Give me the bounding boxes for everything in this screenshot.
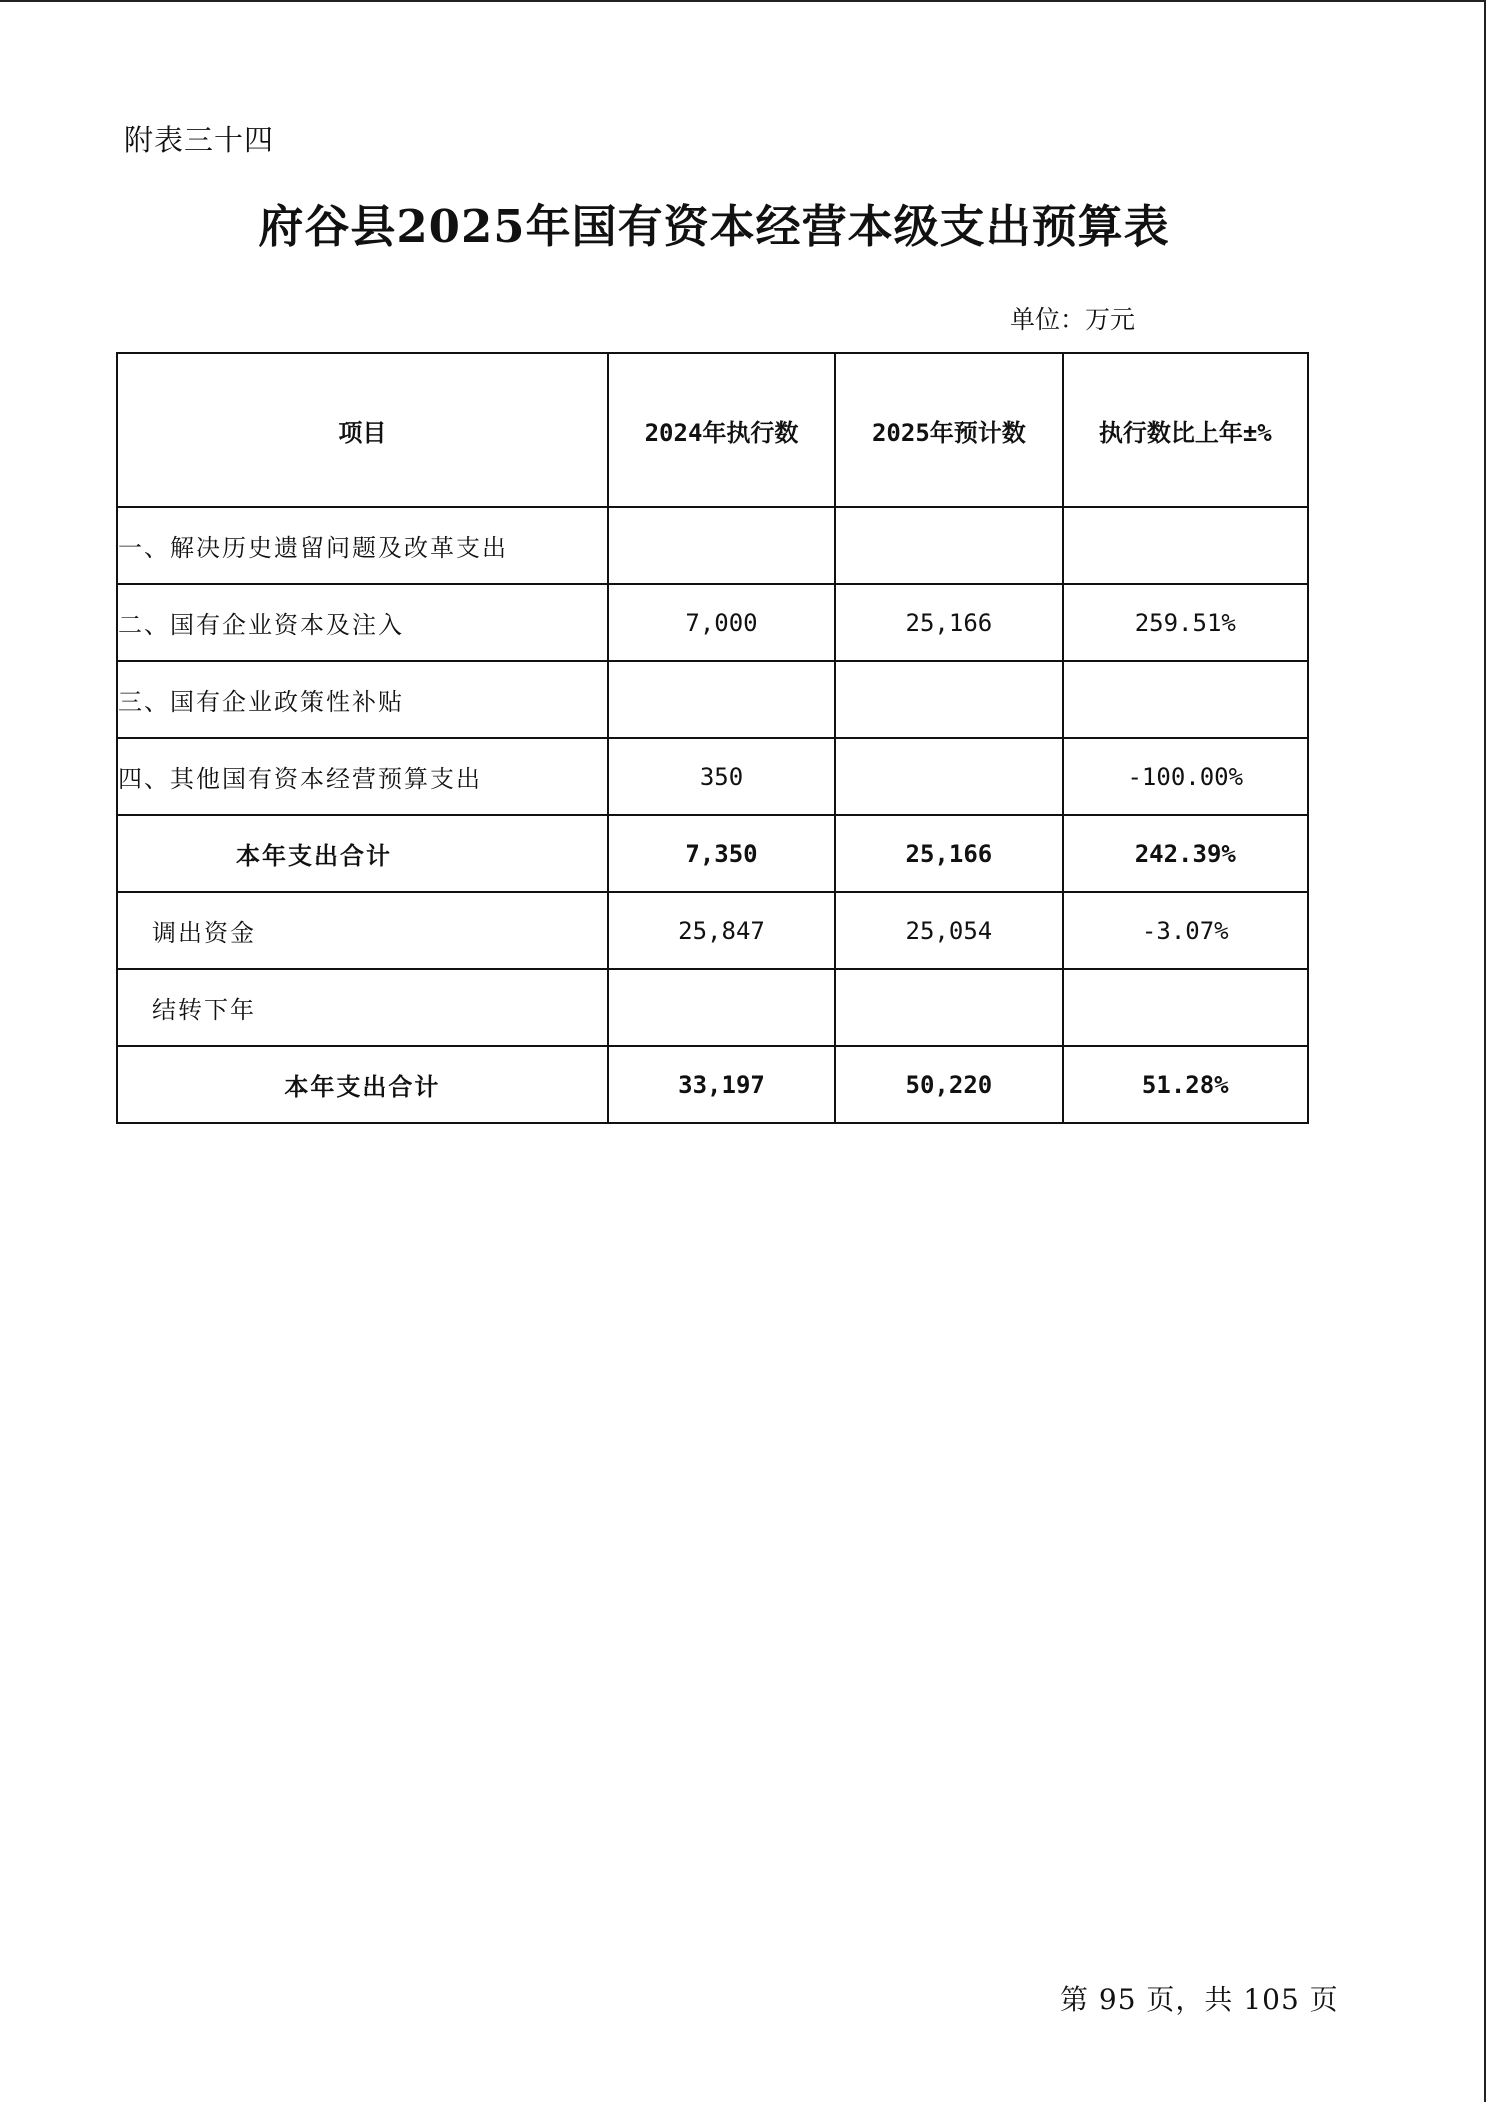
table-row bbox=[117, 584, 1308, 661]
row-estimate-2025: 50,220 bbox=[835, 1046, 1062, 1123]
row-item: 四、其他国有资本经营预算支出 bbox=[117, 738, 608, 815]
annex-label: 附表三十四 bbox=[124, 123, 275, 157]
row-actual-2024 bbox=[608, 969, 835, 1046]
page-title: 府谷县2025年国有资本经营本级支出预算表 bbox=[258, 200, 1170, 253]
row-item: 三、国有企业政策性补贴 bbox=[117, 661, 608, 738]
row-item: 一、解决历史遗留问题及改革支出 bbox=[117, 507, 608, 584]
row-actual-2024: 7,350 bbox=[608, 815, 835, 892]
row-actual-2024: 25,847 bbox=[608, 892, 835, 969]
row-item: 二、国有企业资本及注入 bbox=[117, 584, 608, 661]
table-row bbox=[117, 738, 1308, 815]
header-actual-2024: 2024年执行数 bbox=[608, 353, 835, 507]
row-actual-2024: 350 bbox=[608, 738, 835, 815]
table-header-row bbox=[117, 353, 1308, 507]
header-estimate-2025: 2025年预计数 bbox=[835, 353, 1062, 507]
row-estimate-2025 bbox=[835, 969, 1062, 1046]
header-item: 项目 bbox=[117, 353, 608, 507]
row-change bbox=[1063, 661, 1308, 738]
row-item: 本年支出合计 bbox=[117, 815, 608, 892]
row-estimate-2025: 25,054 bbox=[835, 892, 1062, 969]
row-estimate-2025 bbox=[835, 661, 1062, 738]
header-change: 执行数比上年±% bbox=[1063, 353, 1308, 507]
row-estimate-2025: 25,166 bbox=[835, 815, 1062, 892]
table-row bbox=[117, 969, 1308, 1046]
row-estimate-2025 bbox=[835, 507, 1062, 584]
row-change: 242.39% bbox=[1063, 815, 1308, 892]
page-footer: 第 95 页，共 105 页 bbox=[1060, 1983, 1339, 2016]
budget-table bbox=[116, 352, 1309, 1124]
row-item: 结转下年 bbox=[117, 969, 608, 1046]
row-actual-2024: 7,000 bbox=[608, 584, 835, 661]
table-row bbox=[117, 507, 1308, 584]
unit-label: 单位：万元 bbox=[1010, 305, 1136, 334]
row-change: 51.28% bbox=[1063, 1046, 1308, 1123]
total-row bbox=[117, 1046, 1308, 1123]
row-change: -100.00% bbox=[1063, 738, 1308, 815]
subtotal-row bbox=[117, 815, 1308, 892]
row-change bbox=[1063, 969, 1308, 1046]
row-actual-2024: 33,197 bbox=[608, 1046, 835, 1123]
row-estimate-2025: 25,166 bbox=[835, 584, 1062, 661]
row-item: 本年支出合计 bbox=[117, 1046, 608, 1123]
row-item: 调出资金 bbox=[117, 892, 608, 969]
row-change bbox=[1063, 507, 1308, 584]
table-row bbox=[117, 892, 1308, 969]
row-change: 259.51% bbox=[1063, 584, 1308, 661]
row-estimate-2025 bbox=[835, 738, 1062, 815]
row-actual-2024 bbox=[608, 507, 835, 584]
table-row bbox=[117, 661, 1308, 738]
row-actual-2024 bbox=[608, 661, 835, 738]
row-change: -3.07% bbox=[1063, 892, 1308, 969]
